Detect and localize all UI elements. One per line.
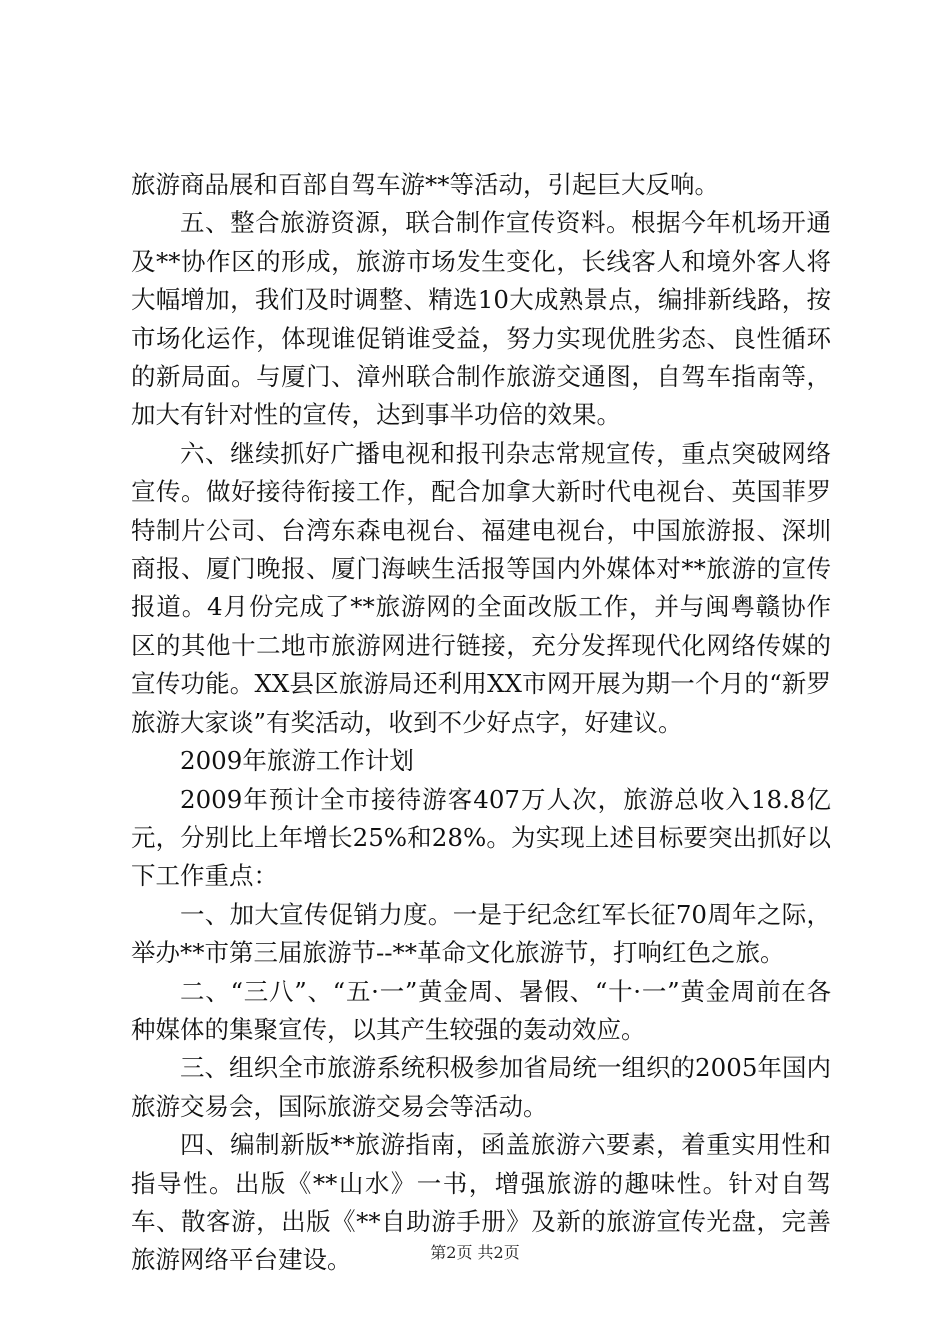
- paragraph-8: 三、组织全市旅游系统积极参加省局统一组织的2005年国内旅游交易会，国际旅游交易会等活动。: [131, 1053, 831, 1121]
- paragraph-1: 旅游商品展和百部自驾车游**等活动，引起巨大反响。: [131, 170, 719, 199]
- paragraph-9: 四、编制新版**旅游指南，函盖旅游六要素，着重实用性和指导性。出版《**山水》一书，增强旅游的趣味性。针对自驾车、散客游，出版《**自助游手册》及新的旅游宣传光盘，完善旅游网络平台建设。: [131, 1130, 831, 1275]
- document-body: [131, 166, 831, 1280]
- section-heading: 2009年旅游工作计划: [180, 746, 414, 776]
- paragraph-5: 2009年预计全市接待游客407万人次，旅游总收入18.8亿元，分别比上年增长25%和28%。为实现上述目标要突出抓好以下工作重点：: [131, 784, 831, 891]
- page-number-footer: 第2页 共2页: [430, 1243, 520, 1262]
- paragraph-7: 二、“三八”、“五·一”黄金周、暑假、“十·一”黄金周前在各种媒体的集聚宣传，以其产生较强的轰动效应。: [131, 976, 831, 1044]
- paragraph-2: 五、整合旅游资源，联合制作宣传资料。根据今年机场开通及**协作区的形成，旅游市场发生变化，长线客人和境外客人将大幅增加，我们及时调整、精选10大成熟景点，编排新线路，按市场化运作，体现谁促销谁受益，努力实现优胜劣态、良性循环的新局面。与厦门、漳州联合制作旅游交通图，自驾车指南等，加大有针对性的宣传，达到事半功倍的效果。: [131, 208, 831, 430]
- paragraph-6: 一、加大宣传促销力度。一是于纪念红军长征70周年之际，举办**市第三届旅游节--**革命文化旅游节，打响红色之旅。: [131, 899, 831, 968]
- paragraph-3: 六、继续抓好广播电视和报刊杂志常规宣传，重点突破网络宣传。做好接待衔接工作，配合加拿大新时代电视台、英国菲罗特制片公司、台湾东森电视台、福建电视台，中国旅游报、深圳商报、厦门晚报、厦门海峡生活报等国内外媒体对**旅游的宣传报道。4月份完成了**旅游网的全面改版工作，并与闽粤赣协作区的其他十二地市旅游网进行链接，充分发挥现代化网络传媒的宣传功能。XX县区旅游局还利用XX市网开展为期一个月的“新罗旅游大家谈”有奖活动，收到不少好点字，好建议。: [131, 438, 831, 737]
